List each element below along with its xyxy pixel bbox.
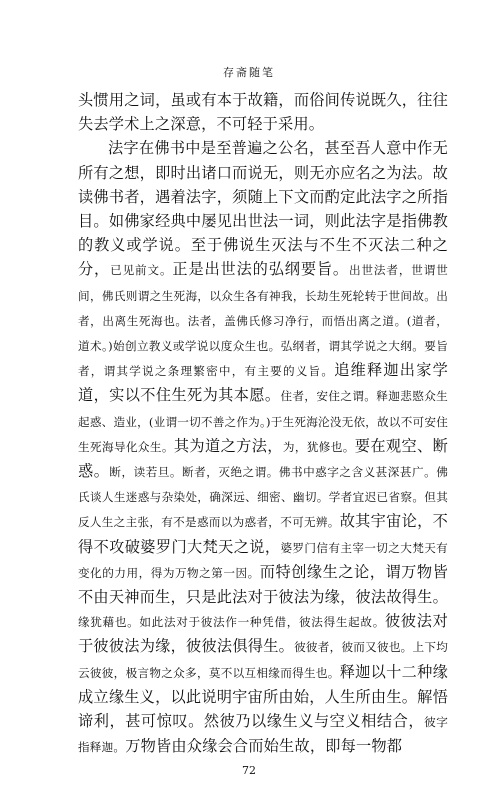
main-text: 其为道之方法， xyxy=(173,436,283,455)
paragraph xyxy=(78,88,448,136)
main-text: 头惯用之词，虽或有本于故籍，而俗间传说既久，往往失去学术上之深意，不可轻于采用。 xyxy=(78,91,448,134)
annotation-note: 为，犹修也。 xyxy=(282,439,355,454)
annotation-note: 已见前文。 xyxy=(110,263,173,278)
main-text: 法字在佛书中是至普遍之公名，甚至吾人意中作无所有之想，即时出诸口而说无，则无亦应名之为法。故读佛书者，遇着法字，须随上下文而酌定此法字之所指目。如佛家经典中屡见出世法一词，则此法字是指佛教的教义或学说。至于佛说生灭法与不生不灭法二种之分， xyxy=(78,139,448,279)
annotation-note: 彼字指释迦。 xyxy=(78,715,448,755)
main-text: 释迦以十二种缘成立缘生义，以此说明宇宙所由始，人生所由生。解悟谛利，甚可惊叹。然彼乃以缘生义与空义相结合， xyxy=(78,662,449,731)
body-text xyxy=(78,88,448,759)
paragraph xyxy=(78,136,448,759)
annotation-note: 缘犹藉也。如此法对于彼法作一种凭借，彼法得生起故。 xyxy=(78,615,385,630)
annotation-note: 彼彼者，彼而又彼也。上下均云彼彼，极言物之众多，莫不以互相缘而得生也。 xyxy=(78,640,448,680)
main-text: 追维释迦出家学道，实以不住生死为其本愿。 xyxy=(78,361,448,405)
main-text: 万物皆由众缘会合而始生故，即每一物都 xyxy=(125,737,403,756)
annotation-note: 出世法者，世谓世间，佛氏则谓之生死海，以众生各有神我，长劫生死轮转于世间故。出者，出离生死海也。法者，盖佛氏修习净行，而悟出离之道。(道者，道术。)始创立教义或学说以度众生也。弘纲者，谓其学说之大纲。要旨者，谓其学说之条理繁密中，有主要的义旨。 xyxy=(78,263,448,379)
running-header: 存斋随笔 xyxy=(223,66,275,79)
annotation-note: 婆罗门信有主宰一切之大梵天有变化的力用，得为万物之第一因。 xyxy=(78,540,448,580)
main-text: 正是出世法的弘纲要旨。 xyxy=(172,260,349,279)
main-text: 故其宇宙论，不得不攻破婆罗门大梵天之说， xyxy=(78,512,449,556)
main-text: 要在观空、断惑。 xyxy=(78,436,449,481)
main-text: 而特创缘生之论，谓万物皆不由天神而生，只是此法对于彼法为缘，彼法故得生。 xyxy=(78,562,448,607)
annotation-note: 住者，安住之谓。释迦悲愍众生起惑、造业，(业谓一切不善之作为。)于生死海沦没无依，故以不可安住生死海导化众生。 xyxy=(78,389,448,454)
page-number: 72 xyxy=(242,764,256,777)
annotation-note: 断，读若旦。断者，灭绝之谓。佛书中惑字之含义甚深甚广。佛氏谈人生迷惑与杂染处，确深远、细密、幽切。学者宜迟已省察。但其反人生之主张，有不是惑而以为惑者，不可无辨。 xyxy=(78,465,448,530)
main-text: 彼彼法对于彼彼法为缘，彼彼法俱得生。 xyxy=(78,612,448,656)
